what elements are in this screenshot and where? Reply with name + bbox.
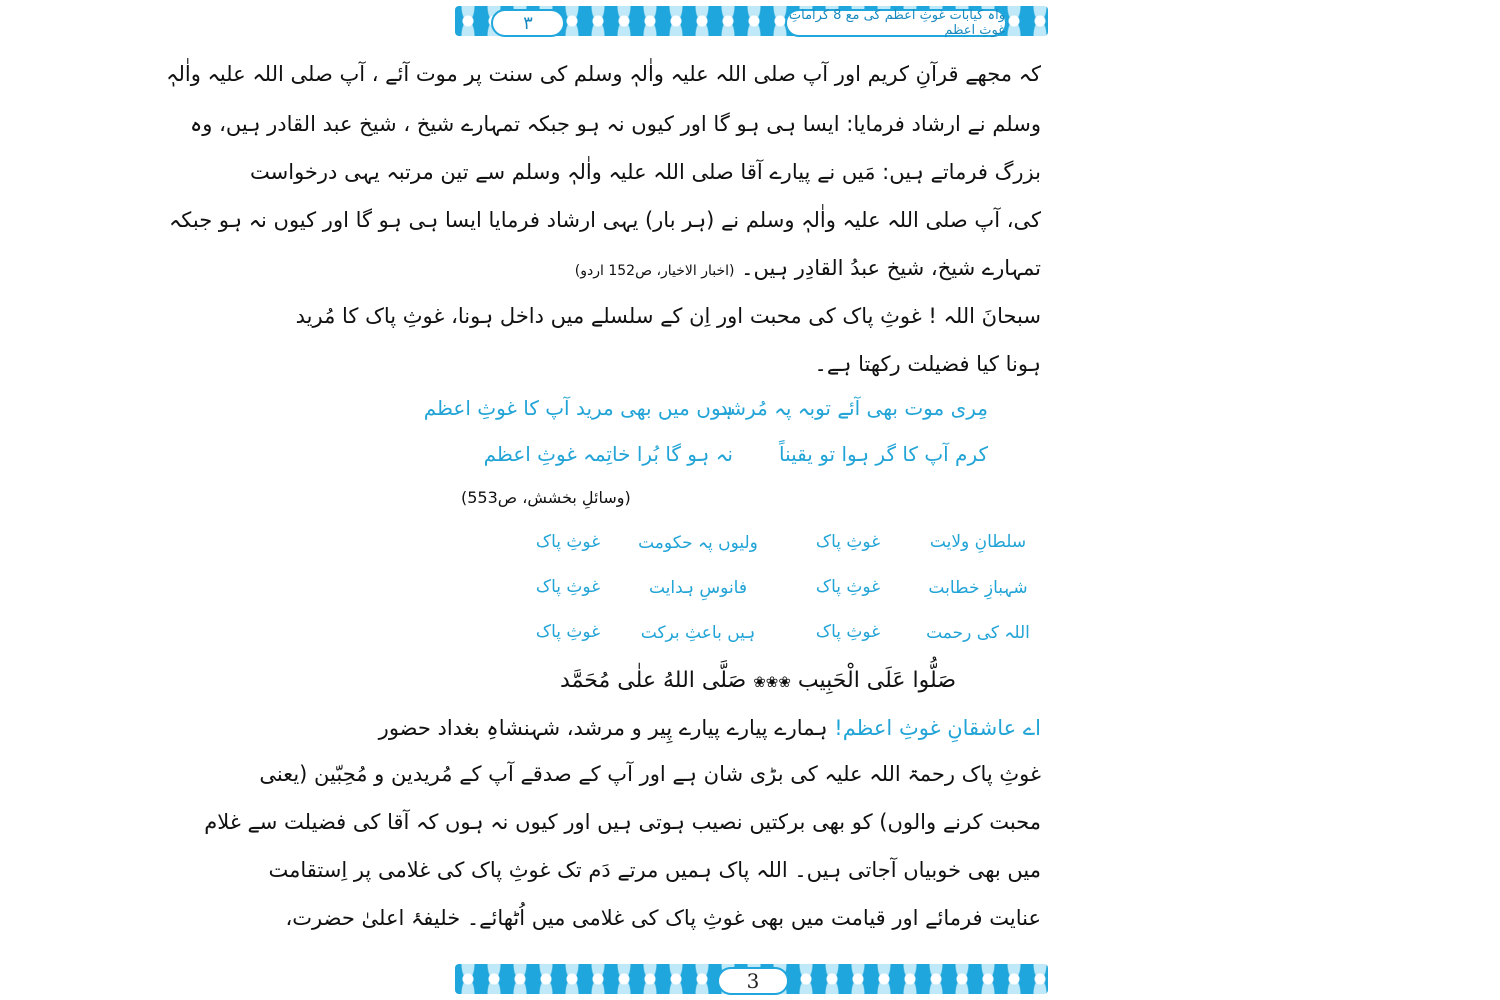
text: ہمارے پیارے پیارے پِیر و مرشد، شہنشاہِ بغداد حضور bbox=[378, 716, 835, 740]
text-line bbox=[378, 716, 1041, 740]
grid-cell: ولیوں پہ حکومت bbox=[638, 533, 758, 553]
durood-left: صَلَّى اللهُ علٰى مُحَمَّد bbox=[560, 668, 747, 693]
footer-page-number: 3 bbox=[717, 967, 789, 995]
grid-cell: غوثِ پاک bbox=[535, 577, 601, 597]
header-ornament-band bbox=[455, 6, 1048, 36]
highlight: اے عاشقانِ غوثِ اعظم! bbox=[834, 716, 1041, 740]
grid-cell: ہیں باعثِ برکت bbox=[640, 623, 756, 643]
text-line: بزرگ فرماتے ہیں: مَیں نے پیارے آقا صلی اللہ علیہ واٰلہٖ وسلم سے تین مرتبہ یہی درخواست bbox=[250, 160, 1041, 184]
text-line: وسلم نے ارشاد فرمایا: ایسا ہی ہو گا اور کیوں نہ ہو جبکہ تمہارے شیخ ، شیخ عبد القادر ہیں، وہ bbox=[189, 112, 1041, 136]
poem-verse: کرم آپ کا گر ہوا تو یقیناً bbox=[779, 442, 988, 466]
text-line: میں بھی خوبیاں آجاتی ہیں۔ اللہ پاک ہمیں مرتے دَم تک غوثِ پاک کی غلامی پر اِستقامت bbox=[268, 858, 1041, 882]
poem-verse: نہ ہو گا بُرا خاتِمہ غوثِ اعظم bbox=[483, 442, 733, 466]
grid-cell: اللہ کی رحمت bbox=[926, 623, 1030, 643]
grid-cell: سلطانِ ولایت bbox=[929, 532, 1027, 552]
grid-cell: غوثِ پاک bbox=[815, 577, 881, 597]
text-line: عنایت فرمائے اور قیامت میں بھی غوثِ پاک کی غلامی میں اُٹھائے۔ خلیفۂ اعلیٰ حضرت، bbox=[285, 906, 1041, 930]
grid-cell: شہبازِ خطابت bbox=[928, 578, 1028, 598]
text-line: غوثِ پاک رحمۃ اللہ علیہ کی بڑی شان ہے اور آپ کے صدقے آپ کے مُریدین و مُحِبّین (یعنی bbox=[259, 762, 1041, 786]
durood bbox=[560, 668, 956, 693]
flower-ornament-icon: ❀❀❀ bbox=[753, 673, 791, 691]
text-line bbox=[461, 256, 1041, 280]
text-line: ہونا کیا فضیلت رکھتا ہے۔ bbox=[814, 352, 1041, 376]
document-page bbox=[166, 0, 1048, 1000]
citation: (وسائلِ بخشش، ص553) bbox=[461, 488, 631, 507]
durood-right: صَلُّوا عَلَى الْحَبِيب bbox=[797, 668, 956, 693]
poem-verse: ہوں میں بھی مرید آپ کا غوثِ اعظم bbox=[423, 396, 733, 420]
header-page-number: ٣ bbox=[491, 9, 565, 37]
text-line: سبحانَ اللہ ! غوثِ پاک کی محبت اور اِن کے سلسلے میں داخل ہونا، غوثِ پاک کا مُرید bbox=[295, 304, 1041, 328]
header-title: واہ کیابات غوثِ اعظم کی مع 8 کراماتِ غوثِ اعظم bbox=[785, 9, 1007, 37]
footer-ornament-band bbox=[455, 964, 1048, 994]
text: تمہارے شیخ، شیخ عبدُ القادِر ہیں۔ bbox=[741, 256, 1041, 280]
text-line: محبت کرنے والوں) کو بھی برکتیں نصیب ہوتی ہیں اور کیوں نہ ہوں کہ آقا کی فضیلت سے غلام bbox=[204, 810, 1041, 834]
grid-cell: غوثِ پاک bbox=[535, 622, 601, 642]
text-line: کی، آپ صلی اللہ علیہ واٰلہٖ وسلم نے (ہر بار) یہی ارشاد فرمایا ایسا ہی ہو گا اور کیوں نہ ہو جبکہ bbox=[168, 208, 1041, 232]
grid-cell: غوثِ پاک bbox=[815, 622, 881, 642]
grid-cell: فانوسِ ہدایت bbox=[648, 578, 747, 598]
grid-cell: غوثِ پاک bbox=[535, 532, 601, 552]
citation: (اخبار الاخیار، ص152 اردو) bbox=[574, 263, 735, 279]
text-line: کہ مجھے قرآنِ کریم اور آپ صلی اللہ علیہ واٰلہٖ وسلم کی سنت پر موت آئے ، آپ صلی اللہ علیہ واٰلہٖ bbox=[166, 62, 1041, 86]
poem-verse: مِری موت بھی آئے توبہ پہ مُرشد bbox=[718, 396, 988, 420]
grid-cell: غوثِ پاک bbox=[815, 532, 881, 552]
